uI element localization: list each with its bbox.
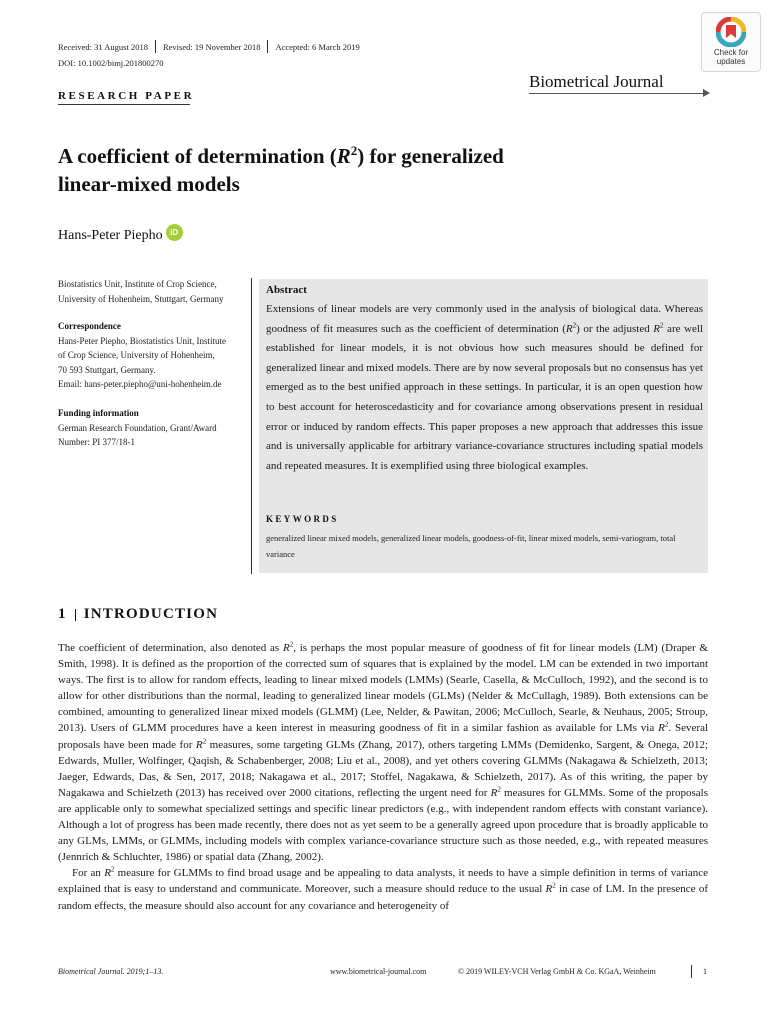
article-type-underline: [58, 104, 190, 105]
separator: [155, 40, 156, 53]
journal-name[interactable]: Biometrical Journal: [529, 72, 664, 91]
section-heading-introduction: 1 INTRODUCTION: [58, 606, 219, 622]
abstract-text: Extensions of linear models are very commonly used in the analysis of biological data. Whereas goodness of fit measures such as the coefficient of determination $(R^2)$ or the adjusted $R^2$ are well established for linear models, it is not obvious how such measures should be defined for generalized linear and mixed models. There are by now several proposals but no consensus has yet emerged as to the best unified approach in these settings. In particular, it is an open question how to best account for heteroscedasticity and for covariance among observations present in residual error or induced by random effects. This paper proposes a new approach that addresses this issue and is universally applicable for arbitrary variance-covariance structures including spatial models and repeated measures. It is exemplified using three biological examples.: [266, 303, 703, 472]
crossmark-icon: [716, 17, 746, 47]
received-date: Received: 31 August 2018: [58, 41, 148, 52]
check-for-updates-button[interactable]: [701, 12, 761, 72]
paragraph: For an $R^2$ measure for GLMMs to find broad usage and be appealing to data analysts, it needs to have a simple definition in terms of variance explained that is easy to understand and communicate. Moreover, such a measure should reduce to the usual $R^2$ in case of LM. In the presence of random effects, the measure should also account for any covariance and heterogeneity of: [58, 865, 708, 912]
orcid-icon[interactable]: iD: [166, 224, 183, 241]
accepted-date: Accepted: 6 March 2019: [275, 41, 360, 52]
footer-copyright: © 2019 WILEY-VCH Verlag GmbH & Co. KGaA, Weinheim: [458, 967, 656, 976]
column-divider: [251, 278, 252, 574]
affiliation: Biostatistics Unit, Institute of Crop Science, University of Hohenheim, Stuttgart, Germany: [58, 279, 224, 304]
funding-heading: Funding information: [58, 408, 139, 418]
correspondence-heading: Correspondence: [58, 321, 121, 331]
doi[interactable]: DOI: 10.1002/bimj.201800270: [58, 58, 164, 68]
paper-title: A coefficient of determination $(R^2)$ for generalized linear-mixed models: [58, 143, 504, 196]
separator: [267, 40, 268, 53]
page-number: 1: [703, 967, 707, 976]
footer-citation: Biometrical Journal. 2019;1–13.: [58, 967, 164, 976]
paragraph: The coefficient of determination, also denoted as $R^2$, is perhaps the most popular measure of goodness of fit for linear models (LM) (Draper & Smith, 1998). It is defined as the proportion of the corrected sum of squares that is explained by the model. LM can be extended in two important ways. The first is to allow for random effects, leading to linear mixed models (LMMs) (Searle, Casella, & McCulloch, 1992), and the second is to allow for other distributions than the normal, leading to generalized linear models (GLMs) (Nelder & McCullagh, 1989). Both extensions can be combined, amounting to generalized linear mixed models (GLMM) (Lee, Nelder, & Pawitan, 2006; McCulloch, Searle, & Neuhaus, 2005; Stroup, 2013). Users of GLMM procedures have a keen interest in measuring goodness of fit in a similar fashion as available for LMs via $R^2$. Several proposals have been made for $R^2$ measures, some targeting GLMs (Zhang, 2017), others targeting LMMs (Demidenko, Sargent, & Onega, 2012; Edwards, Muller, Wolfinger, Qaqish, & Schabenberger, 2008; Liu et al., 2008), and yet others covering GLMMs (Nakagawa & Schielzeth, 2013; Jaeger, Edwards, Das, & Sen, 2017, 2018; Nakagawa et al., 2017; Stoffel, Nagakawa, & Schielzeth, 2017). As of this writing, the paper by Nagakawa and Schielzeth (2013) has received over 2000 citations, reflecting the urgent need for $R^2$ measures for GLMMs. Some of the proposals are applicable only to somewhat specialized settings and specific linear predictors (e.g., with independent random effects with constant variance). Although a lot of progress has been made recently, there does not as yet seem to be a generally agreed upon procedure that is broadly applicable to any GLMs, LMMs, or GLMMs, including models with complex variance-covariance structure such as those needed, e.g., with repeated measures (Jennrich & Schluchter, 1986) or spatial data (Zhang, 2002).: [58, 640, 709, 864]
keywords-list: generalized linear mixed models, generalized linear models, goodness-of-fit, linear mixed models, semi-variogram, total variance: [266, 533, 676, 559]
check-for-updates-label: Check for updates: [713, 48, 749, 66]
arrow-right-icon: [703, 89, 710, 97]
revised-date: Revised: 19 November 2018: [162, 41, 261, 52]
separator: [75, 609, 76, 621]
author-name[interactable]: Hans-Peter Piepho: [58, 227, 163, 243]
introduction-body: [58, 640, 708, 914]
journal-underline: [529, 93, 705, 94]
dates-row: [58, 40, 360, 53]
footer-url[interactable]: www.biometrical-journal.com: [330, 967, 427, 976]
keywords-heading: KEYWORDS: [266, 514, 339, 524]
funding-information: Funding information German Research Foundation, Grant/Award Number: PI 377/18-1: [58, 408, 217, 447]
article-type: RESEARCH PAPER: [58, 90, 195, 102]
abstract-heading: Abstract: [266, 284, 307, 296]
correspondence: Correspondence Hans-Peter Piepho, Biostatistics Unit, Institute of Crop Science, University of Hohenheim, 70 593 Stuttgart, Germany. Email: hans-peter.piepho@uni-hohenheim.de: [58, 319, 250, 392]
author: [58, 227, 183, 244]
correspondence-email[interactable]: Email: hans-peter.piepho@uni-hohenheim.de: [58, 379, 222, 389]
separator: [691, 965, 692, 978]
